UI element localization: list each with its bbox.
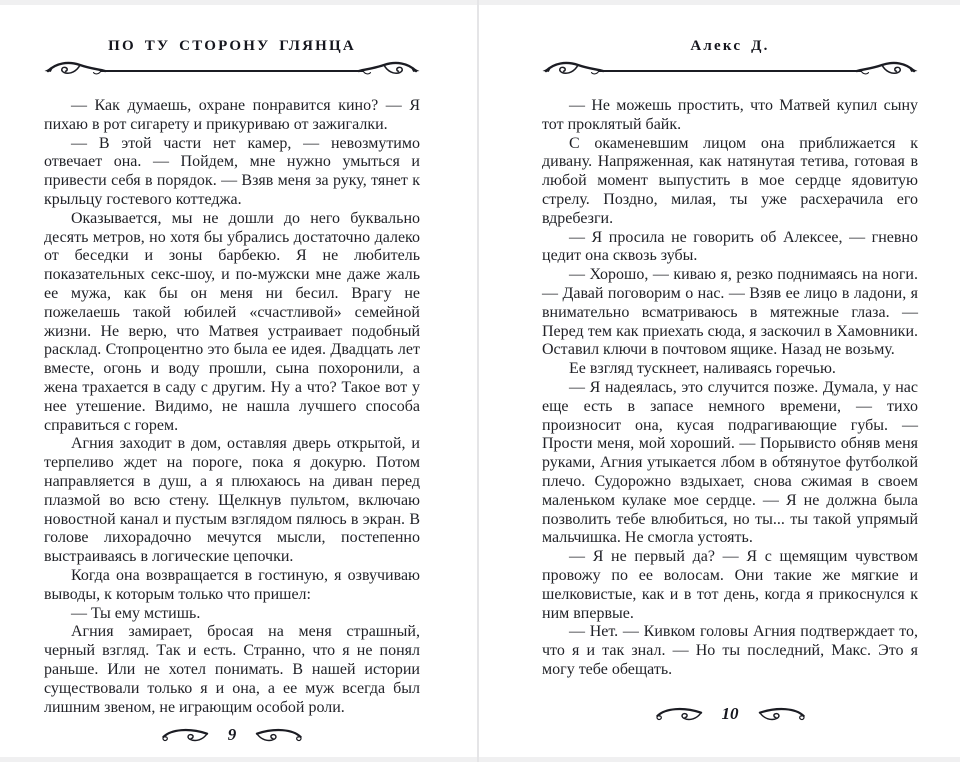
paragraph: — Хорошо, — киваю я, резко поднимаясь на ноги. — Давай поговорим о нас. — Взяв ее лицо в ладони, я внимательно всматриваюсь в мятежные глаза. — Перед тем как приехать сюда, я заскочил в Хамовники. Оставил ключи в почтовом ящике. Назад не возьму. [542, 266, 918, 359]
header-flourish-right-icon [358, 58, 420, 82]
header-flourish-left-icon [44, 58, 106, 82]
paragraph: — Я просила не говорить об Алексее, — гневно цедит она сквозь зубы. [542, 228, 918, 265]
footer-flourish-left-icon [160, 725, 210, 745]
paragraph: — Не можешь простить, что Матвей купил сыну тот проклятый байк. [542, 97, 918, 133]
paragraph: Агния замирает, бросая на меня страшный, черный взгляд. Так и есть. Странно, что я не понял раньше. Или не хотел понимать. В нашей истории существовали только я и она, а ее муж всегда был лишним звеном, не играющим особой роли. [44, 623, 420, 716]
footer-flourish-left-icon [654, 704, 704, 724]
paragraph: — Я не первый да? — Я с щемящим чувством провожу по ее волосам. Они такие же мягкие и шелковистые, как и в тот день, когда я прикоснулся к ним впервые. [542, 548, 918, 622]
page-number: 10 [721, 704, 739, 723]
footer-flourish-right-icon [254, 725, 304, 745]
page-number: 9 [227, 725, 237, 745]
reader-top-edge [0, 0, 960, 5]
footer-flourish-right-icon [757, 704, 807, 724]
right-page[interactable] [478, 0, 958, 762]
paragraph: Оказывается, мы не дошли до него буквально десять метров, но хотя бы убрались достаточно далеко от беседки и зоны барбекю. Я не любитель показательных секс-шоу, и по-мужски мне даже жаль ее мужа, как бы он меня ни бесил. Врагу не пожелаешь такой юбилей «счастливой» семейной жизни. Не верю, что Матвея устраивает подобный расклад. Стопроцентно это была ее идея. Двадцать лет вместе, огонь и воду прошли, сына похоронили, а жена трахается в саду с другим. Ну а что? Такое вот у нее утешение. Видимо, не нашла лучшего способа справиться с горем. [44, 209, 420, 434]
reader-bottom-edge [0, 757, 960, 762]
running-head-author: Алекс Д. [690, 38, 770, 54]
paragraph: Ее взгляд тускнеет, наливаясь горечью. [569, 360, 836, 378]
paragraph: — Как думаешь, охране понравится кино? — Я пихаю в рот сигарету и прикуриваю от зажигалки. [44, 97, 420, 133]
running-head-title: ПО ТУ СТОРОНУ ГЛЯНЦА [108, 38, 356, 54]
paragraph: С окаменевшим лицом она приближается к дивану. Напряженная, как натянутая тетива, готовая в любой момент выпустить в мое сердце ядовитую стрелу. Поздно, милая, ты уже расхерачила его вдребезги. [542, 134, 918, 227]
page-text-block [542, 97, 918, 680]
left-page[interactable] [0, 0, 478, 762]
paragraph: — Я надеялась, это случится позже. Думала, у нас еще есть в запасе немного времени, — тихо произносит она, кусая подрагивающие губы. — Прости меня, мой хороший. — Порывисто обняв меня руками, Агния утыкается лбом в обтянутое футболкой плечо. Судорожно вздыхает, снова сжимая в своем маленьком кулаке мое сердце. — Я не должна была позволить тебе влюбиться, но ты... ты такой упрямый мальчишка. Не смогла устоять. [542, 378, 918, 547]
page-text-block [44, 97, 420, 717]
paragraph: Агния заходит в дом, оставляя дверь открытой, и терпеливо ждет на пороге, пока я докурю. Потом направляется в душ, а я плюхаюсь на диван перед плазмой во всю стену. Щелкнув пультом, включаю новостной канал и пустым взглядом пялюсь в экран. В голове лихорадочно мечутся мысли, постепенно выстраиваясь в логические цепочки. [44, 435, 420, 566]
header-rule-line [101, 70, 363, 72]
paragraph: Когда она возвращается в гостиную, я озвучиваю выводы, к которым только что пришел: [44, 566, 420, 603]
page-footer [44, 717, 420, 745]
header-divider [542, 58, 918, 82]
page-footer [542, 696, 918, 724]
paragraph: — Ты ему мстишь. [71, 604, 201, 622]
page-gutter-seam [477, 0, 479, 762]
header-flourish-left-icon [542, 58, 604, 82]
header-divider [44, 58, 420, 82]
paragraph: — В этой части нет камер, — невозмутимо отвечает она. — Пойдем, мне нужно умыться и привести себя в порядок. — Взяв меня за руку, тянет к крыльцу гостевого коттеджа. [44, 134, 420, 208]
header-rule-line [599, 70, 861, 72]
paragraph: — Нет. — Кивком головы Агния подтверждает то, что я и так знал. — Но ты последний, Макс. Это я могу тебе обещать. [542, 623, 918, 678]
header-flourish-right-icon [856, 58, 918, 82]
